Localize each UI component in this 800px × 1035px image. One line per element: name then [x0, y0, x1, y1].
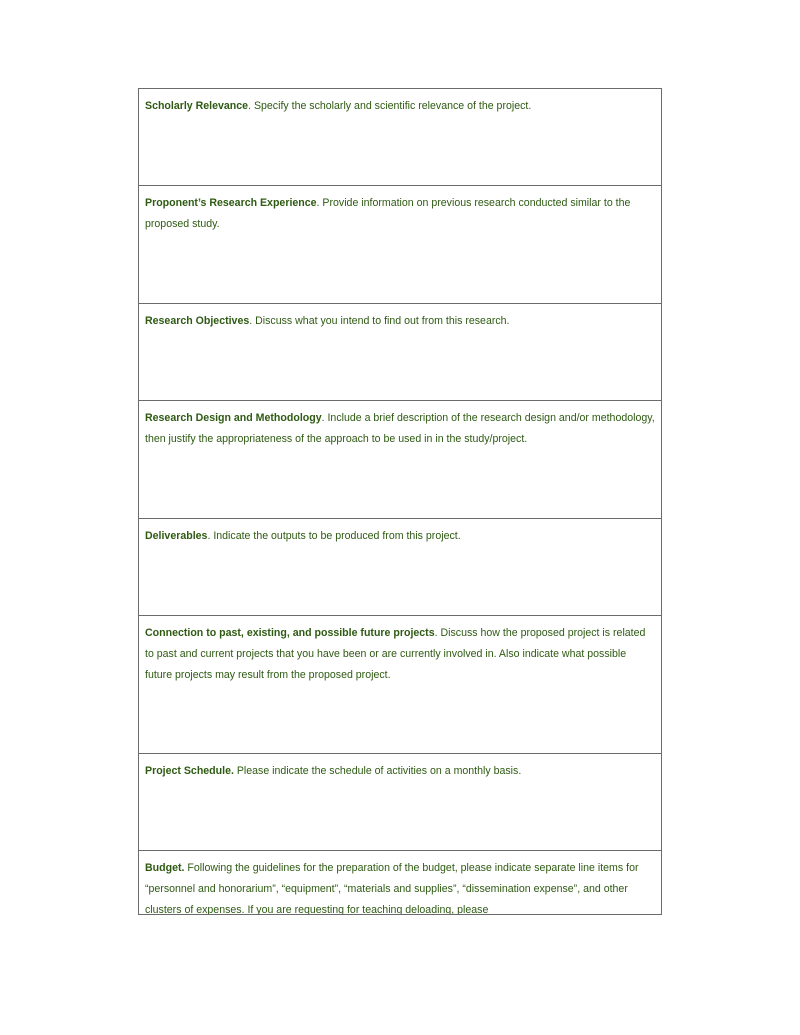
section-scholarly-relevance — [139, 89, 661, 186]
section-instructions: Please indicate the schedule of activities on a monthly basis. — [233, 765, 522, 777]
section-instructions: . Discuss how the proposed project is related to past and current projects that you have been or are currently involved in. Also indicate what possible future projects may result from the proposed project. — [145, 627, 646, 681]
section-instructions: . Discuss what you intend to find out from this research. — [249, 315, 510, 327]
section-research-objectives — [139, 304, 661, 401]
section-title: Proponent’s Research Experience — [145, 197, 317, 209]
section-instructions: . Specify the scholarly and scientific relevance of the project. — [248, 100, 532, 112]
section-title: Connection to past, existing, and possible future projects — [145, 627, 435, 639]
section-deliverables — [139, 519, 661, 616]
section-title: Deliverables — [145, 530, 208, 542]
section-instructions: Following the guidelines for the preparation of the budget, please indicate separate line items for “personnel and honorarium”, “equipment”, “materials and supplies”, “dissemination expense”, and other clusters of expenses. If you are requesting for teaching deloading, please — [145, 862, 639, 914]
proposal-form-table — [138, 88, 662, 915]
section-title: Research Design and Methodology — [145, 412, 322, 424]
section-instructions: . Include a brief description of the research design and/or methodology, then justify the appropriateness of the approach to be used in in the study/project. — [145, 412, 655, 445]
section-project-schedule — [139, 754, 661, 851]
section-title: Scholarly Relevance — [145, 100, 249, 112]
section-instructions: . Indicate the outputs to be produced from this project. — [207, 530, 461, 542]
section-budget — [139, 851, 661, 914]
section-title: Project Schedule. — [145, 765, 234, 777]
section-title: Budget. — [145, 862, 185, 874]
section-instructions: . Provide information on previous research conducted similar to the proposed study. — [145, 197, 631, 230]
section-project-connections — [139, 616, 661, 754]
section-research-design — [139, 401, 661, 519]
section-research-experience — [139, 186, 661, 304]
section-title: Research Objectives — [145, 315, 250, 327]
